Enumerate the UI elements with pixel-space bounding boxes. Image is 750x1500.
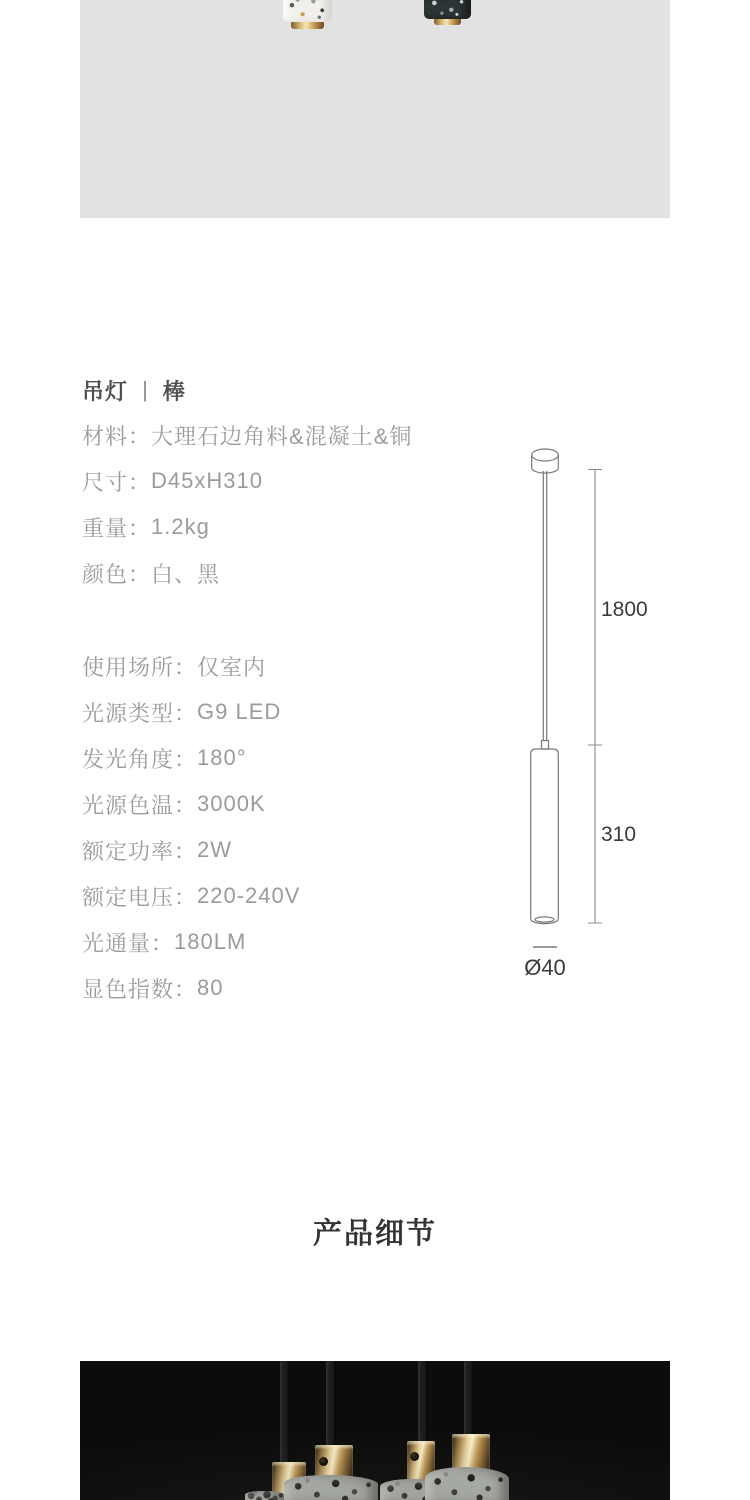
terrazzo-lamp-top — [380, 1479, 450, 1500]
spec-label: 光通量： — [82, 930, 175, 956]
spec-value: 2W — [197, 837, 233, 862]
spec-value: 180° — [197, 745, 247, 770]
lamp-cord — [326, 1361, 336, 1449]
fitting-hole-icon — [319, 1457, 328, 1466]
spec-row-cri — [82, 965, 300, 1011]
spec-row-power — [82, 827, 300, 873]
spec-row-light-source — [82, 689, 300, 735]
brass-ring-icon — [434, 19, 461, 25]
spec-row-size — [82, 458, 412, 504]
product-series: 棒 — [162, 378, 186, 404]
spec-row-material — [82, 412, 412, 458]
brass-fitting — [315, 1445, 353, 1481]
spec-row-usage — [82, 643, 300, 689]
spec-label: 材料： — [82, 423, 152, 449]
terrazzo-lamp-top — [245, 1491, 285, 1500]
spec-value: 80 — [197, 975, 224, 1000]
lighting-specs — [82, 643, 300, 1011]
black-terrazzo-cylinder — [424, 0, 471, 19]
spec-row-color — [82, 550, 412, 596]
spec-label: 显色指数： — [82, 976, 198, 1002]
detail-section-heading: 产品细节 — [312, 1218, 437, 1250]
spec-label: 光源类型： — [82, 700, 198, 726]
spec-label: 使用场所： — [82, 654, 198, 680]
brass-fitting — [407, 1441, 435, 1483]
spec-label: 发光角度： — [82, 746, 198, 772]
lamp-cord — [418, 1361, 428, 1443]
spec-value: 仅室内 — [197, 654, 267, 680]
spec-label: 光源色温： — [82, 792, 198, 818]
spec-value: G9 LED — [197, 699, 282, 724]
suspension-length-label: 1800 — [601, 598, 648, 621]
spec-label: 重量： — [82, 515, 152, 541]
brass-ring-icon — [291, 22, 324, 29]
fitting-hole-icon — [410, 1452, 419, 1461]
brass-fitting — [272, 1462, 306, 1500]
spec-label: 颜色： — [82, 561, 152, 587]
hero-product-image — [80, 0, 670, 218]
spec-row-luminous-flux — [82, 919, 300, 965]
spec-row-voltage — [82, 873, 300, 919]
terrazzo-lamp-top — [284, 1475, 378, 1500]
brass-fitting — [452, 1434, 490, 1474]
body-height-label: 310 — [601, 823, 637, 846]
spec-label: 额定功率： — [82, 838, 198, 864]
diameter-label: Ø40 — [524, 955, 566, 980]
terrazzo-lamp-top — [425, 1467, 509, 1500]
black-lamp-base — [424, 0, 471, 25]
spec-value: 3000K — [197, 791, 266, 816]
spec-value: 1.2kg — [151, 514, 210, 539]
spec-row-color-temp — [82, 781, 300, 827]
spec-value: 大理石边角料&混凝土&铜 — [151, 423, 413, 449]
spec-label: 额定电压： — [82, 884, 198, 910]
product-category: 吊灯 — [82, 378, 129, 404]
dimension-diagram — [500, 440, 660, 985]
title-divider: | — [143, 377, 148, 402]
spec-value: D45xH310 — [151, 468, 263, 493]
spec-label: 尺寸： — [82, 469, 152, 495]
white-terrazzo-cylinder — [283, 0, 332, 22]
spec-value: 白、黑 — [151, 561, 221, 587]
spec-value: 180LM — [174, 929, 247, 954]
detail-product-image — [80, 1361, 670, 1500]
white-lamp-base — [283, 0, 332, 29]
spec-row-weight — [82, 504, 412, 550]
lamp-outline — [531, 449, 559, 924]
spec-value: 220-240V — [197, 883, 301, 908]
lamp-cord — [280, 1361, 290, 1465]
spec-row-beam-angle — [82, 735, 300, 781]
lamp-cord — [464, 1361, 474, 1436]
basic-specs — [82, 412, 412, 596]
product-title — [82, 376, 186, 404]
spec-section — [82, 376, 413, 1002]
